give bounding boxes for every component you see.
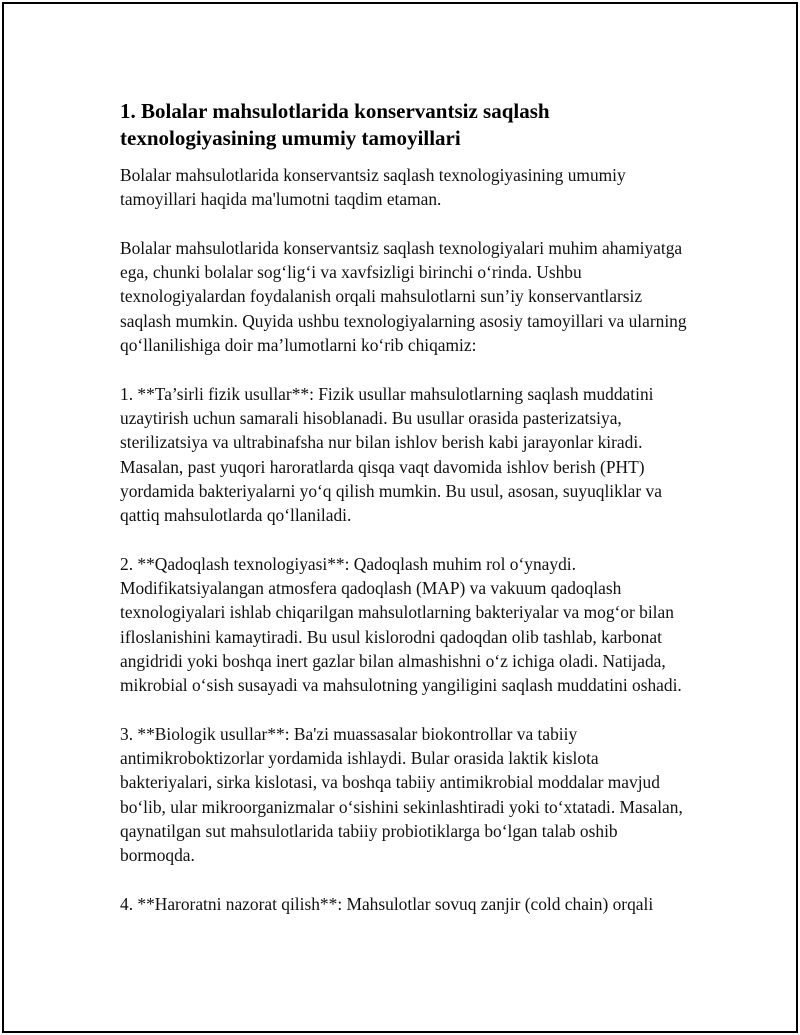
section-heading: 1. Bolalar mahsulotlarida konservantsiz saqlash texnologiyasining umumiy tamoyillari: [120, 99, 550, 150]
intro-paragraph: Bolalar mahsulotlarida konservantsiz saqlash texnologiyasining umumiy tamoyillari haqida ma'lumotni taqdim etaman.: [120, 165, 626, 210]
packaging-technology-paragraph: 2. **Qadoqlash texnologiyasi**: Qadoqlash muhim rol o‘ynaydi. Modifikatsiyalangan atmosfera qadoqlash (MAP) va vakuum qadoqlash texnologiyalari ishlab chiqarilgan mahsulotlarning bakteriyalar va mog‘or bilan ifloslanishini kamaytiradi. Bu usul kislorodni qadoqdan olib tashlab, karbonat angidridi yoki boshqa inert gazlar bilan almashishni o‘z ichiga oladi. Natijada, mikrobial o‘sish susayadi va mahsulotning yangiligini saqlash muddatini oshadi.: [120, 553, 682, 696]
physical-methods-paragraph: 1. **Ta’sirli fizik usullar**: Fizik usullar mahsulotlarning saqlash muddatini uzaytirish uchun samarali hisoblanadi. Bu usullar orasida pasterizatsiya, sterilizatsiya va ultrabinafsha nur bilan ishlov berish kabi jarayonlar kiradi. Masalan, past yuqori haroratlarda qisqa vaqt davomida ishlov berish (PHT) yordamida bakteriyalarni yo‘q qilish mumkin. Bu usul, asosan, suyuqliklar va qattiq mahsulotlarda qo‘llaniladi.: [120, 383, 662, 526]
document-page: [2, 2, 798, 1033]
temperature-control-paragraph: 4. **Haroratni nazorat qilish**: Mahsulotlar sovuq zanjir (cold chain) orqali: [120, 893, 654, 914]
document-body: [120, 98, 694, 941]
overview-paragraph: Bolalar mahsulotlarida konservantsiz saqlash texnologiyalari muhim ahamiyatga ega, chunki bolalar sog‘lig‘i va xavfsizligi birinchi o‘rinda. Ushbu texnologiyalardan foydalanish orqali mahsulotlarni sun’iy konservantlarsiz saqlash mumkin. Quyida ushbu texnologiyalarning asosiy tamoyillari va ularning qo‘llanilishiga doir ma’lumotlarni ko‘rib chiqamiz:: [120, 237, 687, 356]
biological-methods-paragraph: 3. **Biologik usullar**: Ba'zi muassasalar biokontrollar va tabiiy antimikroboktizorlar yordamida ishlaydi. Bular orasida laktik kislota bakteriyalari, sirka kislotasi, va boshqa tabiiy antimikrobial moddalar mavjud bo‘lib, ular mikroorganizmalar o‘sishini sekinlashtiradi yoki to‘xtatadi. Masalan, qaynatilgan sut mahsulotlarida tabiiy probiotiklarga bo‘lgan talab oshib bormoqda.: [120, 723, 683, 866]
